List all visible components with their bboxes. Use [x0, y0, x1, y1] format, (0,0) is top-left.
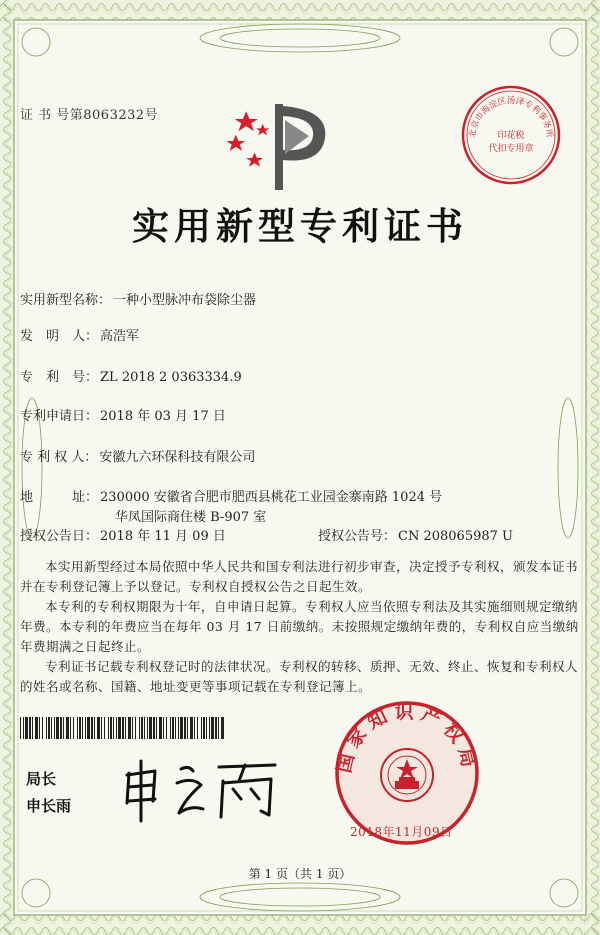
barcode-bar	[153, 717, 155, 739]
barcode-bar	[187, 717, 188, 739]
barcode-bar	[128, 717, 131, 739]
tax-seal-line1: 印花税	[497, 131, 525, 141]
barcode-bar	[51, 717, 52, 739]
barcode-bar	[166, 717, 167, 739]
tax-seal-ring-text: 北京市海淀区汤泽专利事务所	[467, 96, 555, 139]
grant-date-field	[20, 525, 226, 544]
field-label: 实用新型名称：	[20, 293, 112, 308]
page-title: 实用新型专利证书	[132, 204, 468, 248]
barcode-bar	[139, 717, 140, 739]
certificate-number: 证 书 号第8063232号	[20, 108, 159, 123]
barcode-bar	[118, 717, 121, 739]
barcode-bar	[25, 717, 28, 739]
tax-seal-line2: 代扣专用章	[488, 144, 534, 154]
barcode-bar	[125, 717, 126, 739]
barcode-bar	[54, 717, 55, 739]
barcode-bar	[170, 717, 171, 739]
paragraph-legal-status: 专利证书记载专利权登记时的法律状况。专利权的转移、质押、无效、终止、恢复和专利权人的姓名或名称、国籍、地址变更等事项记载在专利登记簿上。	[20, 659, 579, 694]
barcode-bar	[82, 717, 83, 739]
barcode-bar	[209, 717, 210, 739]
barcode-bar	[144, 717, 145, 739]
barcode-bar	[113, 717, 114, 739]
barcode-bar	[132, 717, 133, 739]
grant-number-field	[318, 525, 513, 544]
barcode-bar	[29, 717, 31, 739]
barcode-bar	[215, 717, 217, 739]
barcode-bar	[56, 717, 59, 739]
barcode-bar	[149, 717, 152, 739]
barcode-bar	[42, 717, 43, 739]
field-label: 发 明 人：	[20, 329, 99, 344]
utility-model-name-field	[20, 289, 256, 308]
field-label: 授权公告号：	[318, 529, 397, 544]
barcode-bar	[97, 717, 100, 739]
barcode-bar	[141, 717, 143, 739]
barcode-bar	[23, 717, 24, 739]
field-label: 专 利 权 人：	[20, 450, 98, 465]
barcode-bar	[94, 717, 95, 739]
barcode-bar	[180, 717, 183, 739]
barcode-bar	[163, 717, 164, 739]
barcode-bar	[211, 717, 214, 739]
patent-number-field	[20, 366, 242, 385]
barcode	[20, 717, 225, 739]
barcode-bar	[66, 717, 69, 739]
barcode-bar	[122, 717, 124, 739]
barcode-bar	[184, 717, 186, 739]
barcode-bar	[73, 717, 74, 739]
barcode-bar	[172, 717, 174, 739]
address-line2: 华凤国际商住楼 B-907 室	[115, 510, 267, 525]
barcode-bar	[175, 717, 176, 739]
barcode-bar	[70, 717, 71, 739]
field-value: 高浩军	[100, 329, 140, 344]
barcode-bar	[203, 717, 205, 739]
seal-date: 2018年11月09日	[350, 825, 453, 839]
field-label: 专 利 号：	[20, 370, 99, 385]
barcode-bar	[201, 717, 202, 739]
field-value: ZL 2018 2 0363334.9	[100, 370, 242, 385]
barcode-bar	[20, 717, 21, 739]
barcode-bar	[110, 717, 112, 739]
barcode-bar	[85, 717, 86, 739]
barcode-bar	[135, 717, 136, 739]
barcode-bar	[77, 717, 78, 739]
seal-ring-text: 国家知识产权局	[333, 701, 481, 775]
barcode-bar	[60, 717, 62, 739]
field-value: 230000 安徽省合肥市肥西县桃花工业园金寨南路 1024 号	[100, 490, 443, 505]
barcode-bar	[91, 717, 93, 739]
field-label: 地 址：	[20, 490, 99, 505]
field-value: 安徽九六环保科技有限公司	[99, 450, 256, 465]
barcode-bar	[46, 717, 47, 739]
barcode-bar	[48, 717, 50, 739]
barcode-bar	[35, 717, 38, 739]
barcode-bar	[101, 717, 102, 739]
barcode-bar	[156, 717, 157, 739]
filing-date-field	[20, 405, 226, 424]
barcode-bar	[206, 717, 207, 739]
barcode-bar	[63, 717, 64, 739]
barcode-bar	[104, 717, 105, 739]
paragraph-grant: 本实用新型经过本局依照中华人民共和国专利法进行初步审查，决定授予专利权，颁发本证书并在专利登记簿上予以登记。专利权自授权公告之日起生效。	[20, 559, 579, 594]
barcode-bar	[190, 717, 193, 739]
barcode-bar	[108, 717, 109, 739]
barcode-bar	[147, 717, 148, 739]
signer-name: 申长雨	[26, 797, 72, 815]
barcode-bar	[218, 717, 219, 739]
field-value: CN 208065987 U	[398, 529, 513, 544]
field-label: 授权公告日：	[20, 529, 99, 544]
address-field	[20, 486, 442, 505]
field-value: 一种小型脉冲布袋除尘器	[113, 293, 257, 308]
barcode-bar	[116, 717, 117, 739]
page-number: 第 1 页（共 1 页）	[248, 867, 352, 881]
patentee-field	[20, 446, 255, 465]
field-label: 专利申请日：	[20, 409, 99, 424]
barcode-bar	[32, 717, 33, 739]
barcode-bar	[194, 717, 195, 739]
barcode-bar	[39, 717, 40, 739]
field-value: 2018 年 03 月 17 日	[100, 409, 226, 424]
barcode-bar	[87, 717, 90, 739]
inventor-field	[20, 325, 139, 344]
barcode-bar	[221, 717, 224, 739]
paragraph-term: 本专利的专利权期限为十年，自申请日起算。专利权人应当依照专利法及其实施细则规定缴纳年费。本专利的年费应当在每年 03 月 17 日前缴纳。未按照规定缴纳年费的，专利权自应当缴纳年费期满之日起终止。	[20, 599, 579, 654]
barcode-bar	[178, 717, 179, 739]
tax-stamp-seal	[460, 84, 562, 186]
patent-p-logo-icon	[225, 98, 337, 194]
barcode-bar	[79, 717, 81, 739]
handwritten-signature	[115, 755, 285, 825]
signer-title: 局长	[26, 770, 57, 788]
field-value: 2018 年 11 月 09 日	[100, 529, 226, 544]
barcode-bar	[159, 717, 162, 739]
barcode-bar	[197, 717, 198, 739]
